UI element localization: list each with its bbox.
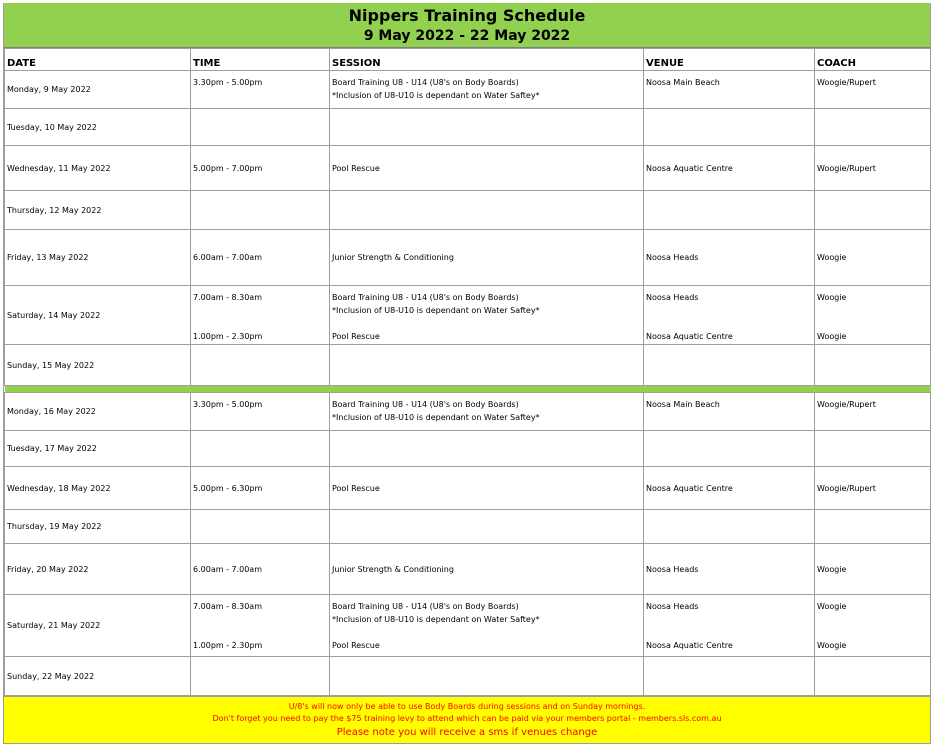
date-cell: Monday, 16 May 2022 [5, 393, 191, 431]
footer-notice [4, 696, 930, 744]
footer-line-body-boards: U/8's will now only be able to use Body Boards during sessions and on Sunday mornings. [288, 702, 646, 711]
session-cell-content [332, 76, 641, 102]
session-cell [330, 657, 644, 696]
time-cell: 5.00pm - 6.30pm [191, 467, 330, 510]
header-row [5, 49, 931, 71]
venue-cell [644, 286, 815, 345]
session-cell-primary: Board Training U8 - U14 (U8's on Body Boards) [332, 293, 519, 302]
date-cell: Tuesday, 17 May 2022 [5, 431, 191, 467]
time-cell-content [193, 600, 327, 652]
coach-cell [815, 510, 931, 544]
venue-cell-secondary: Noosa Aquatic Centre [646, 332, 733, 341]
date-range: 9 May 2022 - 22 May 2022 [363, 28, 571, 44]
coach-cell-primary: Woogie [817, 602, 847, 611]
venue-cell: Noosa Heads [644, 544, 815, 595]
date-cell: Monday, 9 May 2022 [5, 71, 191, 109]
venue-cell [644, 595, 815, 657]
table-row [5, 109, 931, 146]
table-row [5, 544, 931, 595]
venue-cell-primary: Noosa Main Beach [646, 400, 720, 409]
coach-cell: Woogie/Rupert [815, 146, 931, 191]
venue-cell [644, 431, 815, 467]
date-cell: Sunday, 15 May 2022 [5, 345, 191, 386]
table-row [5, 657, 931, 696]
coach-cell-primary: Woogie/Rupert [817, 400, 876, 409]
session-cell: Pool Rescue [330, 146, 644, 191]
date-cell: Thursday, 19 May 2022 [5, 510, 191, 544]
time-cell-primary: 7.00am - 8.30am [193, 602, 262, 611]
session-cell: Junior Strength & Conditioning [330, 230, 644, 286]
venue-cell: Noosa Heads [644, 230, 815, 286]
venue-cell [644, 71, 815, 109]
column-header-coach: COACH [815, 49, 931, 71]
coach-cell: Woogie [815, 544, 931, 595]
time-cell-secondary: 1.00pm - 2.30pm [193, 332, 263, 341]
venue-cell-content [646, 76, 812, 89]
coach-cell-primary: Woogie/Rupert [817, 78, 876, 87]
time-cell-secondary: 1.00pm - 2.30pm [193, 641, 263, 650]
time-cell: 5.00pm - 7.00pm [191, 146, 330, 191]
session-cell-primary: Board Training U8 - U14 (U8's on Body Boards) [332, 602, 519, 611]
venue-cell [644, 109, 815, 146]
table-row [5, 345, 931, 386]
table-row [5, 71, 931, 109]
separator-cell [330, 386, 644, 393]
column-header-time: TIME [191, 49, 330, 71]
coach-cell [815, 431, 931, 467]
session-cell-secondary: Pool Rescue [332, 332, 380, 341]
time-cell-primary: 7.00am - 8.30am [193, 293, 262, 302]
date-cell: Saturday, 14 May 2022 [5, 286, 191, 345]
separator-cell [815, 386, 931, 393]
session-cell [330, 595, 644, 657]
session-cell-content [332, 291, 641, 343]
time-cell [191, 345, 330, 386]
schedule-table [4, 48, 931, 696]
table-row [5, 393, 931, 431]
coach-cell [815, 191, 931, 230]
session-note: *Inclusion of U8-U10 is dependant on Water Saftey* [332, 413, 540, 422]
coach-cell-content [817, 398, 928, 411]
session-cell [330, 393, 644, 431]
session-cell [330, 510, 644, 544]
coach-cell-content [817, 291, 928, 343]
venue-cell-content [646, 398, 812, 411]
session-cell [330, 431, 644, 467]
time-cell [191, 393, 330, 431]
schedule-title: Nippers Training Schedule [348, 6, 586, 25]
venue-cell-content [646, 600, 812, 652]
table-row [5, 286, 931, 345]
session-cell [330, 286, 644, 345]
venue-cell-secondary: Noosa Aquatic Centre [646, 641, 733, 650]
session-cell-primary: Board Training U8 - U14 (U8's on Body Boards) [332, 400, 519, 409]
table-row [5, 510, 931, 544]
venue-cell: Noosa Aquatic Centre [644, 467, 815, 510]
row-spacer [646, 613, 812, 639]
session-note: *Inclusion of U8-U10 is dependant on Water Saftey* [332, 615, 540, 624]
row-spacer [332, 317, 641, 330]
time-cell-primary: 3.30pm - 5.00pm [193, 78, 263, 87]
venue-cell-primary: Noosa Heads [646, 602, 699, 611]
coach-cell-content [817, 600, 928, 652]
week-separator [5, 386, 931, 393]
coach-cell: Woogie/Rupert [815, 467, 931, 510]
separator-cell [191, 386, 330, 393]
time-cell [191, 431, 330, 467]
venue-cell-primary: Noosa Heads [646, 293, 699, 302]
time-cell [191, 109, 330, 146]
time-cell [191, 510, 330, 544]
time-cell [191, 657, 330, 696]
session-cell [330, 345, 644, 386]
session-cell: Pool Rescue [330, 467, 644, 510]
coach-cell-secondary: Woogie [817, 641, 847, 650]
date-cell: Wednesday, 11 May 2022 [5, 146, 191, 191]
venue-cell [644, 510, 815, 544]
coach-cell: Woogie [815, 230, 931, 286]
coach-cell [815, 345, 931, 386]
session-cell-secondary: Pool Rescue [332, 641, 380, 650]
venue-cell [644, 393, 815, 431]
session-note: *Inclusion of U8-U10 is dependant on Water Saftey* [332, 306, 540, 315]
row-spacer [193, 613, 327, 639]
session-cell-content [332, 398, 641, 424]
separator-cell [5, 386, 191, 393]
venue-cell [644, 191, 815, 230]
row-spacer [193, 304, 327, 330]
coach-cell [815, 286, 931, 345]
table-row [5, 146, 931, 191]
session-cell [330, 191, 644, 230]
date-cell: Friday, 20 May 2022 [5, 544, 191, 595]
coach-cell-content [817, 76, 928, 89]
coach-cell [815, 393, 931, 431]
row-spacer [332, 626, 641, 639]
time-cell-content [193, 291, 327, 343]
coach-cell [815, 595, 931, 657]
schedule-sheet [3, 3, 931, 744]
title-banner [4, 3, 930, 48]
date-cell: Thursday, 12 May 2022 [5, 191, 191, 230]
footer-line-levy: Don't forget you need to pay the $75 training levy to attend which can be paid via your members portal - members.sls.com.au [212, 714, 722, 723]
row-spacer [817, 613, 928, 639]
session-cell-content [332, 600, 641, 652]
session-cell-primary: Board Training U8 - U14 (U8's on Body Boards) [332, 78, 519, 87]
column-header-date: DATE [5, 49, 191, 71]
date-cell: Tuesday, 10 May 2022 [5, 109, 191, 146]
table-row [5, 191, 931, 230]
venue-cell: Noosa Aquatic Centre [644, 146, 815, 191]
table-row [5, 595, 931, 657]
date-cell: Saturday, 21 May 2022 [5, 595, 191, 657]
time-cell-content [193, 76, 327, 89]
table-row [5, 230, 931, 286]
table-row [5, 467, 931, 510]
separator-cell [644, 386, 815, 393]
column-header-session: SESSION [330, 49, 644, 71]
session-cell: Junior Strength & Conditioning [330, 544, 644, 595]
venue-cell-content [646, 291, 812, 343]
date-cell: Friday, 13 May 2022 [5, 230, 191, 286]
row-spacer [817, 304, 928, 330]
coach-cell-primary: Woogie [817, 293, 847, 302]
footer-line-sms: Please note you will receive a sms if venues change [336, 727, 598, 738]
venue-cell [644, 657, 815, 696]
table-row [5, 431, 931, 467]
time-cell [191, 286, 330, 345]
time-cell-primary: 3.30pm - 5.00pm [193, 400, 263, 409]
date-cell: Wednesday, 18 May 2022 [5, 467, 191, 510]
session-note: *Inclusion of U8-U10 is dependant on Water Saftey* [332, 91, 540, 100]
venue-cell [644, 345, 815, 386]
time-cell [191, 71, 330, 109]
coach-cell [815, 657, 931, 696]
time-cell: 6.00am - 7.00am [191, 230, 330, 286]
coach-cell-secondary: Woogie [817, 332, 847, 341]
session-cell [330, 109, 644, 146]
row-spacer [646, 304, 812, 330]
coach-cell [815, 109, 931, 146]
venue-cell-primary: Noosa Main Beach [646, 78, 720, 87]
time-cell: 6.00am - 7.00am [191, 544, 330, 595]
time-cell-content [193, 398, 327, 411]
coach-cell [815, 71, 931, 109]
date-cell: Sunday, 22 May 2022 [5, 657, 191, 696]
time-cell [191, 191, 330, 230]
time-cell [191, 595, 330, 657]
column-header-venue: VENUE [644, 49, 815, 71]
session-cell [330, 71, 644, 109]
